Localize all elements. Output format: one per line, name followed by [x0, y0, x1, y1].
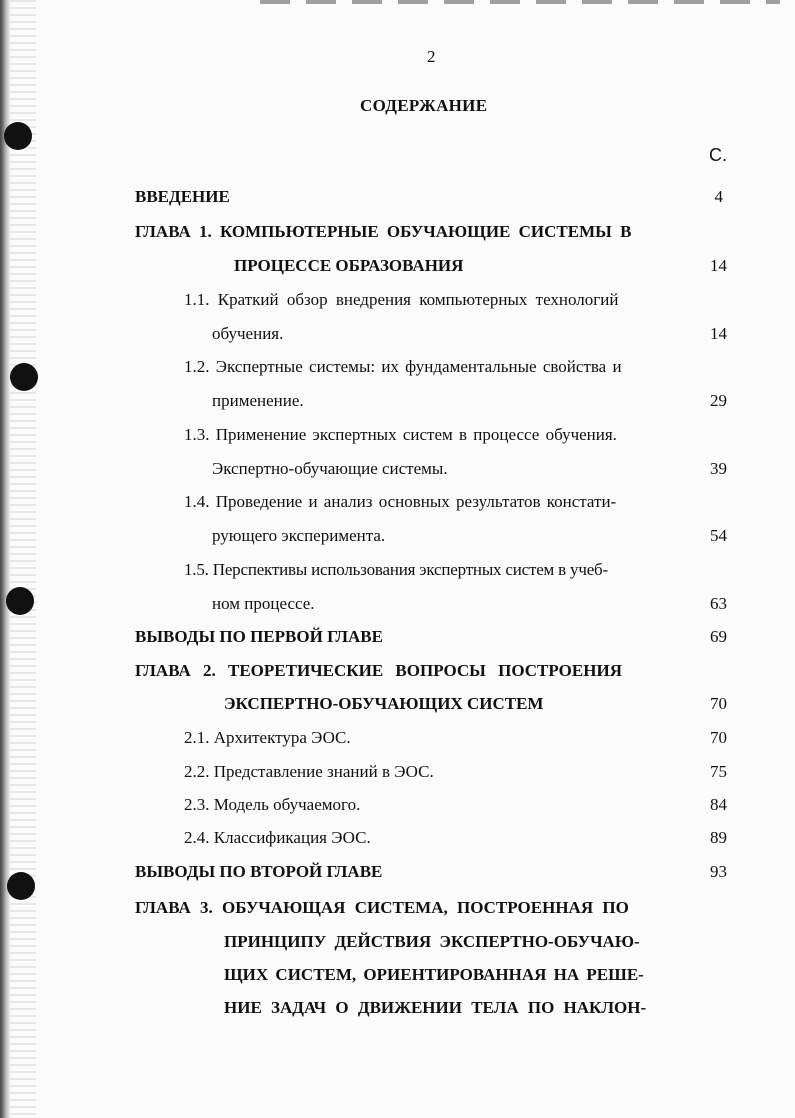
toc-chapter-3-line3: ЩИХ СИСТЕМ, ОРИЕНТИРОВАННАЯ НА РЕШЕ- [224, 965, 644, 984]
toc-section-1-4-line1: 1.4. Проведение и анализ основных результатов констати- [184, 492, 617, 511]
scan-left-noise [10, 0, 36, 1118]
toc-section-1-5-line2: ном процессе. [212, 594, 315, 613]
toc-section-1-1-line2: обучения. [212, 324, 284, 343]
toc-page: 89 [710, 828, 727, 847]
toc-page: 39 [710, 459, 727, 478]
toc-page: 69 [710, 627, 727, 646]
toc-section-1-3-line1: 1.3. Применение экспертных систем в процессе обучения. [184, 425, 617, 444]
toc-conclusion-2: ВЫВОДЫ ПО ВТОРОЙ ГЛАВЕ [135, 862, 383, 881]
toc-section-1-3-line2: Экспертно-обучающие системы. [212, 459, 448, 478]
toc-heading: СОДЕРЖАНИЕ [360, 96, 488, 115]
page-number: 2 [427, 47, 436, 66]
toc-chapter-3-line2: ПРИНЦИПУ ДЕЙСТВИЯ ЭКСПЕРТНО-ОБУЧАЮ- [224, 932, 640, 951]
toc-page: 4 [714, 187, 723, 206]
toc-page: 93 [710, 862, 727, 881]
toc-chapter-2-line2: ЭКСПЕРТНО-ОБУЧАЮЩИХ СИСТЕМ [224, 694, 544, 713]
toc-page: 84 [710, 795, 727, 814]
toc-page: 29 [710, 391, 727, 410]
toc-section-2-4: 2.4. Классификация ЭОС. [184, 828, 371, 847]
toc-page: 70 [710, 728, 727, 747]
page-column-label: С. [709, 145, 727, 165]
toc-section-2-1: 2.1. Архитектура ЭОС. [184, 728, 351, 747]
toc-page: 14 [710, 256, 727, 275]
toc-chapter-1-line1: ГЛАВА 1. КОМПЬЮТЕРНЫЕ ОБУЧАЮЩИЕ СИСТЕМЫ В [135, 222, 632, 241]
scan-top-edge [260, 0, 780, 4]
toc-section-1-4-line2: рующего эксперимента. [212, 526, 386, 545]
toc-section-1-2-line2: применение. [212, 391, 304, 410]
toc-page: 75 [710, 762, 727, 781]
scan-left-edge [0, 0, 10, 1118]
toc-entry-intro: ВВЕДЕНИЕ [135, 187, 230, 206]
toc-chapter-1-line2: ПРОЦЕССЕ ОБРАЗОВАНИЯ [234, 256, 464, 275]
toc-section-1-2-line1: 1.2. Экспертные системы: их фундаментальные свойства и [184, 357, 622, 376]
punch-hole [10, 363, 38, 391]
punch-hole [7, 872, 35, 900]
toc-section-2-3: 2.3. Модель обучаемого. [184, 795, 361, 814]
toc-section-2-2: 2.2. Представление знаний в ЭОС. [184, 762, 434, 781]
punch-hole [6, 587, 34, 615]
toc-page: 63 [710, 594, 727, 613]
toc-page: 14 [710, 324, 727, 343]
toc-page: 54 [710, 526, 727, 545]
punch-hole [4, 122, 32, 150]
toc-chapter-3-line1: ГЛАВА 3. ОБУЧАЮЩАЯ СИСТЕМА, ПОСТРОЕННАЯ ПО [135, 898, 629, 917]
toc-chapter-2-line1: ГЛАВА 2. ТЕОРЕТИЧЕСКИЕ ВОПРОСЫ ПОСТРОЕНИЯ [135, 661, 622, 680]
toc-page: 70 [710, 694, 727, 713]
toc-chapter-3-line4: НИЕ ЗАДАЧ О ДВИЖЕНИИ ТЕЛА ПО НАКЛОН- [224, 998, 647, 1017]
toc-section-1-5-line1: 1.5. Перспективы использования экспертных систем в учеб- [184, 560, 608, 579]
toc-conclusion-1: ВЫВОДЫ ПО ПЕРВОЙ ГЛАВЕ [135, 627, 383, 646]
toc-section-1-1-line1: 1.1. Краткий обзор внедрения компьютерных технологий [184, 290, 619, 309]
